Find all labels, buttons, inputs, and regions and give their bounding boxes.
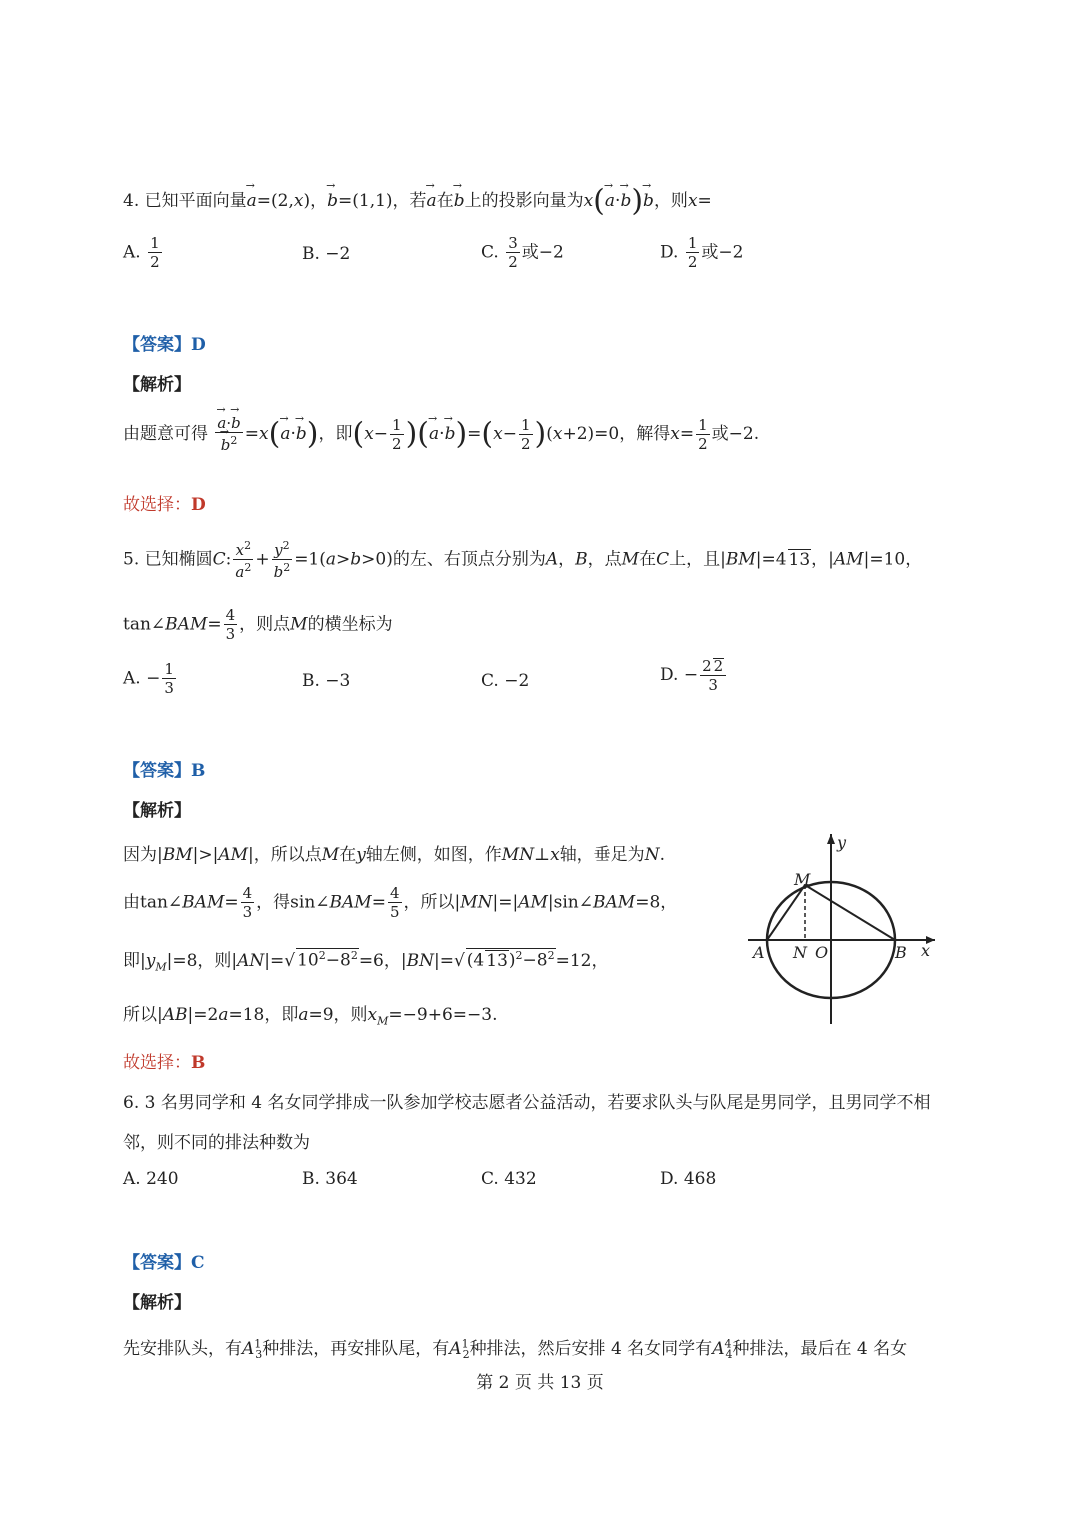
q4-solution: 由题意可得 → a·→ b → $b^2$ =x(→ a·→ b)，即(x− $\frac{1}{2}$ )(→ a·→ b)=(x− $\frac{1}{2}$ )(x+2)=0，解得x= $\frac{1}{2}$ 或−2. bbox=[123, 416, 759, 453]
q6-analysis-heading: 【解析】 bbox=[123, 1293, 191, 1313]
label-b: B bbox=[895, 943, 907, 962]
q5-option-d: D. − $\frac{2 2}{3}$ bbox=[660, 658, 728, 693]
q6-option-a: A. 240 bbox=[123, 1169, 179, 1189]
label-m: M bbox=[794, 870, 811, 889]
q6-stem-line2: 邻，则不同的排法种数为 bbox=[123, 1133, 310, 1153]
q6-answer: 【答案】C bbox=[123, 1253, 205, 1273]
q5-stem-line2: tan∠BAM= $\frac{4}{3}$ ，则点M的横坐标为 bbox=[123, 606, 393, 643]
segment-am bbox=[767, 885, 805, 940]
q5-solution-line3: 即$|y_M|=8$，则|AN|=√ $10^2-8^2=6$，|BN|=√ (4 $13)^2-8^2=12$， bbox=[123, 949, 609, 974]
q5-solution-line4: 所以|AB|=2a=18，即a=9，则$x_M=-9+6=-3$. bbox=[123, 1005, 498, 1028]
label-o: O bbox=[815, 943, 829, 962]
label-x: x bbox=[921, 941, 931, 960]
q5-choose: 故选择：B bbox=[123, 1053, 206, 1073]
q4-option-b: B. −2 bbox=[302, 244, 351, 264]
q5-answer: 【答案】B bbox=[123, 761, 206, 781]
q6-option-d: D. 468 bbox=[660, 1169, 717, 1189]
q5-option-b: B. −3 bbox=[302, 671, 351, 691]
q4-choose: 故选择：D bbox=[123, 495, 206, 515]
q4-option-c: C. $\frac{3}{2}$ 或−2 bbox=[481, 234, 564, 271]
q6-solution: 先安排队头，有$A^1_3$种排法，再安排队尾，有$A^1_2$种排法，然后安排 4 名女同学有$A^4_4$种排法，最后在 4 名女 bbox=[123, 1337, 908, 1362]
q4-analysis-heading: 【解析】 bbox=[123, 375, 191, 395]
q5-stem-line1: 5. 已知椭圆C: $\frac{x^2}{a^2}$ + $\frac{y^2}{b^2}$ =1(a>b>0)的左、右顶点分别为A，B，点M在C上，且|BM|=4 13，|AM|=10， bbox=[123, 539, 923, 581]
q5-option-a: A. − $\frac{1}{3}$ bbox=[123, 660, 174, 697]
y-axis-arrow bbox=[827, 834, 835, 844]
q5-option-c: C. −2 bbox=[481, 671, 530, 691]
q4-option-d: D. $\frac{1}{2}$ 或−2 bbox=[660, 234, 744, 271]
segment-mb bbox=[805, 885, 895, 940]
q6-option-c: C. 432 bbox=[481, 1169, 537, 1189]
q4-answer: 【答案】D bbox=[123, 335, 206, 355]
q4-option-a: A. $\frac{1}{2}$ bbox=[123, 234, 160, 271]
label-n: N bbox=[793, 943, 807, 962]
q4-stem: 4. 已知平面向量→ a=(2,x)，→ b=(1,1)，若→ a在→ b上的投影向量为x(→ a·→ b)→ b，则x= bbox=[123, 186, 712, 217]
q5-solution-line2: 由tan∠BAM= $\frac{4}{3}$ ，得sin∠BAM= $\frac{4}{5}$ ，所以|MN|=|AM|sin∠BAM=8， bbox=[123, 884, 678, 921]
q6-stem-line1: 6. 3 名男同学和 4 名女同学排成一队参加学校志愿者公益活动，若要求队头与队尾是男同学，且男同学不相 bbox=[123, 1093, 931, 1113]
q5-solution-line1: 因为|BM|>|AM|，所以点M在y轴左侧，如图，作MN⊥x轴，垂足为N. bbox=[123, 845, 665, 865]
page-footer: 第 2 页 共 13 页 bbox=[476, 1373, 604, 1393]
q5-analysis-heading: 【解析】 bbox=[123, 801, 191, 821]
label-y: y bbox=[837, 833, 847, 852]
label-a: A bbox=[753, 943, 765, 962]
q6-option-b: B. 364 bbox=[302, 1169, 358, 1189]
ellipse-figure bbox=[745, 830, 940, 1030]
